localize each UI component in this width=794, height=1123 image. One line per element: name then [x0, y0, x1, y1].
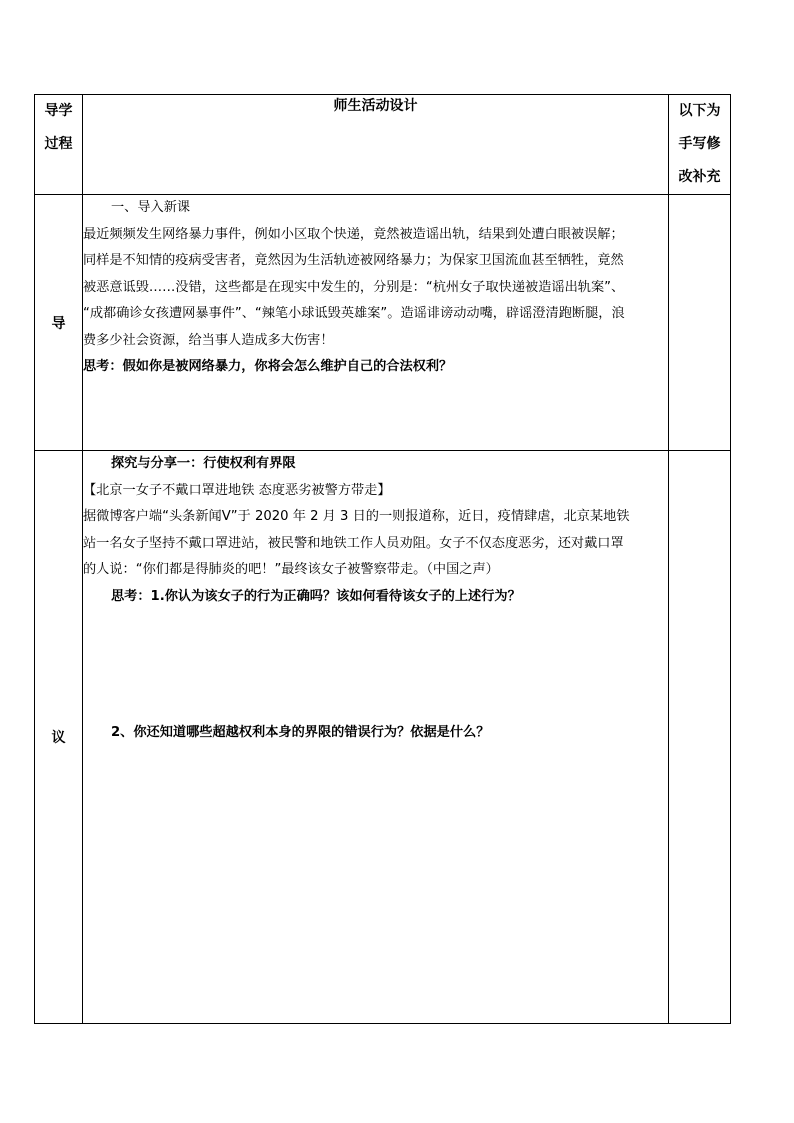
row-label-dao: 导	[35, 195, 83, 451]
header-notes-line: 改补充	[678, 169, 721, 185]
paragraph-line: 费多少社会资源，给当事人造成多大伤害！	[83, 332, 334, 348]
answer-space	[83, 610, 668, 720]
news-title: 【北京一女子不戴口罩进地铁 态度恶劣被警方带走】	[83, 482, 391, 498]
row-label-yi: 议	[35, 451, 83, 1024]
header-process-line: 过程	[44, 136, 73, 152]
lesson-plan-table	[34, 94, 731, 1024]
section-heading: 探究与分享一：行使权利有界限	[111, 456, 296, 471]
table-row	[35, 451, 731, 1024]
table-header-row	[35, 95, 731, 195]
paragraph-line: 站一名女子坚持不戴口罩进站，被民警和地铁工作人员劝阻。女子不仅态度恶劣，还对戴口罩	[83, 535, 624, 551]
thinking-question: 2、你还知道哪些超越权利本身的界限的错误行为？依据是什么？	[111, 725, 490, 740]
paragraph-line: 被恶意诋毁……没错，这些都是在现实中发生的，分别是：“杭州女子取快递被造谣出轨案”、	[83, 279, 625, 295]
thinking-question: 思考：1.你认为该女子的行为正确吗？该如何看待该女子的上述行为？	[111, 588, 521, 604]
header-process	[35, 95, 83, 195]
paragraph-line: 同样是不知情的疫病受害者，竟然因为生活轨迹被网络暴力；为保家卫国流血甚至牺牲，竟然	[83, 253, 624, 268]
header-notes-line: 手写修	[678, 136, 721, 152]
paragraph-line: 据微博客户端“头条新闻Ⅴ”于 2020 年 2 月 3 日的一则报道称，近日，疫情肆虐，北京某地铁	[83, 509, 630, 524]
paragraph-line: “成都确诊女孩遭网暴事件”、“辣笔小球诋毁英雄案”。造谣诽谤动动嘴，辟谣澄清跑断腿，浪	[83, 306, 625, 321]
thinking-question: 思考：假如你是被网络暴力，你将会怎么维护自己的合法权利？	[83, 359, 453, 374]
header-handwritten-notes	[669, 95, 731, 195]
header-notes-line: 以下为	[678, 103, 721, 119]
header-activity-design: 师生活动设计	[83, 95, 669, 195]
paragraph-line: 最近频频发生网络暴力事件，例如小区取个快递，竟然被造谣出轨，结果到处遭白眼被误解；	[83, 226, 624, 242]
section-heading: 一、导入新课	[111, 200, 191, 215]
notes-cell	[669, 451, 731, 1024]
paragraph-line: 的人说：“你们都是得肺炎的吧！”最终该女子被警察带走。（中国之声）	[83, 562, 499, 577]
row-content-intro	[83, 195, 669, 451]
header-process-line: 导学	[44, 103, 73, 119]
notes-cell	[669, 195, 731, 451]
table-row	[35, 195, 731, 451]
row-content-discussion	[83, 451, 669, 1024]
